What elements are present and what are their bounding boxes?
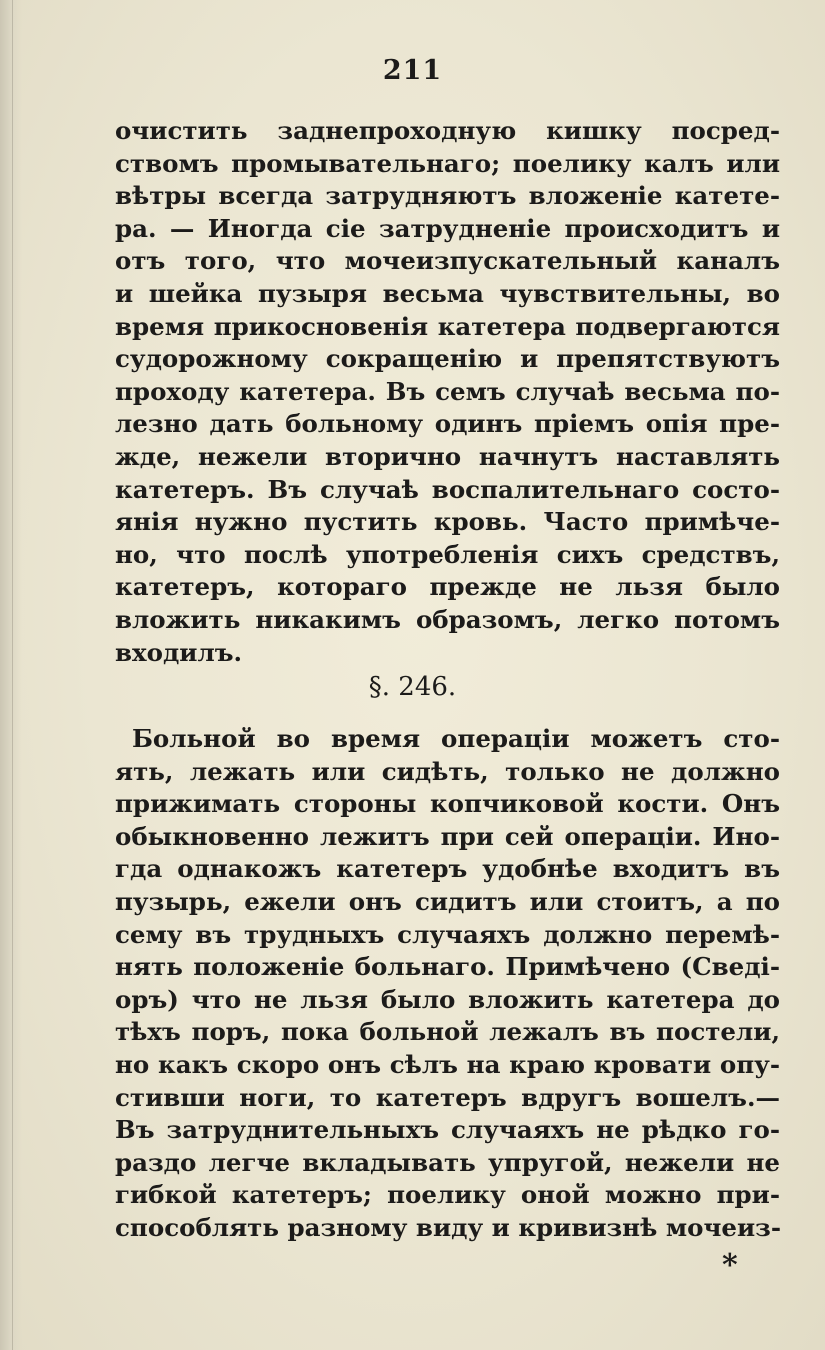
paragraph-2 [115,723,780,1245]
text-line: раздо легче вкладывать упругой, нежели не [115,1147,780,1177]
section-heading: §. 246. [368,672,457,702]
text-line: катетеръ. Въ случаѣ воспалительнаго состо- [115,474,780,504]
text-line: вложить никакимъ образомъ, легко потомъ [115,604,780,634]
text-line: но какъ скоро онъ сѣлъ на краю кровати опу- [115,1049,780,1079]
text-line: нять положеніе больнаго. Примѣчено (Сведі- [115,952,780,982]
text-line: прижимать стороны копчиковой кости. Онъ [115,789,780,819]
text-line: гда однакожъ катетеръ удобнѣе входитъ въ [115,854,780,884]
text-line: Больной во время операціи можетъ сто- [132,724,780,753]
text-line: лезно дать больному одинъ пріемъ опія пре- [115,409,780,439]
text-line: но, что послѣ употребленія сихъ средствъ, [115,539,780,569]
text-line: ра. — Иногда сіе затрудненіе происходитъ и [115,213,780,243]
text-line: обыкновенно лежитъ при сей операціи. Ино- [115,821,780,851]
text-line: ять, лежать или сидѣть, только не должно [115,756,780,786]
text-line: вѣтры всегда затрудняютъ вложеніе катете- [115,181,780,211]
text-line: тѣхъ поръ, пока больной лежалъ въ постели, [115,1017,780,1047]
page-number: 211 [382,55,443,86]
text-line: пузырь, ежели онъ сидитъ или стоитъ, а по [115,886,780,916]
text-line: судорожному сокращенію и препятствуютъ [115,344,780,374]
text-line: время прикосновенія катетера подвергаются [115,311,780,341]
text-line: стивши ноги, то катетеръ вдругъ вошелъ.— [115,1082,780,1112]
text-line: отъ того, что мочеизпускательный каналъ [115,246,780,276]
text-line: гибкой катетеръ; поелику оной можно при- [115,1180,780,1210]
text-line: жде, нежели вторично начнутъ наставлять [115,441,780,471]
text-line: очистить заднепроходную кишку посред- [115,116,780,145]
text-line: входилъ. [115,637,243,667]
text-line: ствомъ промывательнаго; поелику калъ или [115,148,780,178]
catchword-mark: * [722,1248,738,1283]
text-line: сему въ трудныхъ случаяхъ должно перемѣ- [115,919,780,949]
text-line: катетеръ, котораго прежде не льзя было [115,572,780,602]
text-line: способлять разному виду и кривизнѣ мочеиз- [115,1212,781,1242]
text-line: янія нужно пустить кровь. Часто примѣче- [115,507,780,537]
text-line: проходу катетера. Въ семъ случаѣ весьма по- [115,376,780,406]
paragraph-1 [115,115,780,669]
text-line: Въ затруднительныхъ случаяхъ не рѣдко го- [115,1115,780,1145]
text-line: и шейка пузыря весьма чувствительны, во [115,278,780,308]
text-line: оръ) что не льзя было вложить катетера до [115,984,780,1014]
